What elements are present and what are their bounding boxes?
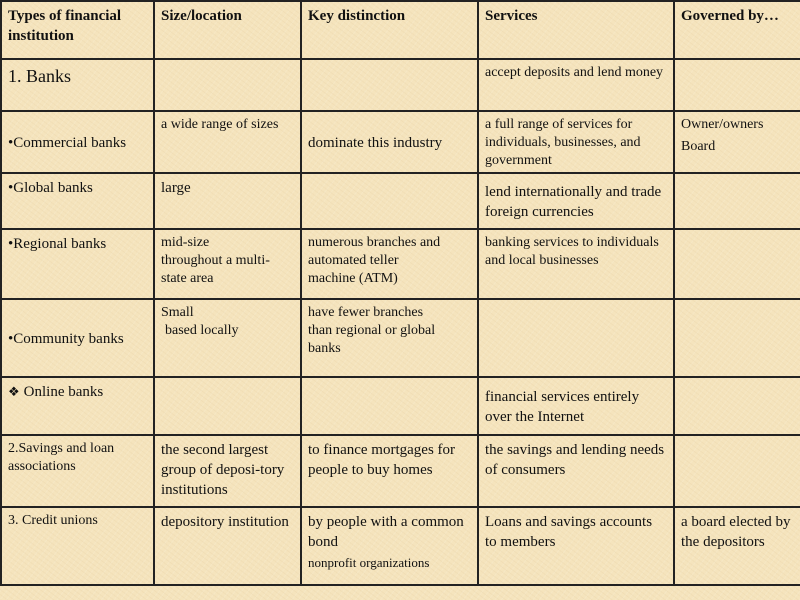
cell-credit-services: Loans and savings accounts to members: [478, 507, 674, 585]
cell-credit-governed: a board elected by the depositors: [674, 507, 800, 585]
cell-global-key: [301, 173, 478, 229]
cell-savings-size: the second largest group of deposi-tory institutions: [154, 435, 301, 507]
cell-online-key: [301, 377, 478, 435]
cell-savings-governed: [674, 435, 800, 507]
table-row-global: [1, 173, 800, 229]
regional-key-atm: machine (ATM): [308, 271, 398, 286]
header-governed-by: Governed by…: [674, 1, 800, 59]
cell-savings-key: to finance mortgages for people to buy homes: [301, 435, 478, 507]
regional-key-branches: numerous branches and automated teller: [308, 235, 441, 268]
header-key-distinction: Key distinction: [301, 1, 478, 59]
cell-community-key: [301, 299, 478, 377]
community-size-local: based locally: [165, 323, 239, 338]
cell-banks-size: [154, 59, 301, 111]
community-size-small: Small: [161, 305, 194, 320]
table-row-savings: [1, 435, 800, 507]
cell-credit-type: 3. Credit unions: [1, 507, 154, 585]
cell-banks-type: 1. Banks: [1, 59, 154, 111]
header-size: Size/location: [154, 1, 301, 59]
commercial-governed-owner: Owner/owners: [681, 117, 764, 132]
community-key-compare: than regional or global banks: [308, 323, 436, 356]
table-row-community: [1, 299, 800, 377]
table-row-commercial: [1, 111, 800, 173]
cell-community-services: [478, 299, 674, 377]
credit-key-bond: by people with a common bond: [308, 514, 464, 550]
cell-commercial-key: dominate this industry: [301, 111, 478, 173]
header-services: Services: [478, 1, 674, 59]
cell-online-services: financial services entirely over the Internet: [478, 377, 674, 435]
regional-size-main: mid-size: [161, 235, 210, 250]
community-key-branches: have fewer branches: [308, 305, 424, 320]
table-row-credit: [1, 507, 800, 585]
cell-online-size: [154, 377, 301, 435]
cell-regional-key: [301, 229, 478, 299]
table-row-banks: [1, 59, 800, 111]
cell-banks-key: [301, 59, 478, 111]
cell-regional-governed: [674, 229, 800, 299]
cell-global-governed: [674, 173, 800, 229]
diamond-bullet-icon: ❖: [8, 385, 20, 400]
cell-regional-services: banking services to individuals and local businesses: [478, 229, 674, 299]
cell-online-governed: [674, 377, 800, 435]
regional-size-area: throughout a multi-state area: [161, 253, 270, 286]
cell-community-type: •Community banks: [1, 299, 154, 377]
cell-commercial-type: •Commercial banks: [1, 111, 154, 173]
cell-banks-governed: [674, 59, 800, 111]
cell-community-size: [154, 299, 301, 377]
cell-commercial-services: a full range of services for individuals, businesses, and government: [478, 111, 674, 173]
credit-key-nonprofit: nonprofit organizations: [308, 555, 430, 570]
cell-online-type: [1, 377, 154, 435]
commercial-governed-board: Board: [681, 139, 716, 154]
cell-community-governed: [674, 299, 800, 377]
cell-global-size: large: [154, 173, 301, 229]
header-type: Types of financial institution: [1, 1, 154, 59]
cell-credit-size: depository institution: [154, 507, 301, 585]
cell-credit-key: [301, 507, 478, 585]
online-type-label: Online banks: [23, 384, 104, 400]
cell-global-services: lend internationally and trade foreign currencies: [478, 173, 674, 229]
cell-global-type: •Global banks: [1, 173, 154, 229]
header-row: [1, 1, 800, 59]
table-row-online: [1, 377, 800, 435]
cell-commercial-size: a wide range of sizes: [154, 111, 301, 173]
table-row-regional: [1, 229, 800, 299]
cell-regional-size: [154, 229, 301, 299]
cell-commercial-governed: [674, 111, 800, 173]
cell-savings-type: 2.Savings and loan associations: [1, 435, 154, 507]
cell-savings-services: the savings and lending needs of consumers: [478, 435, 674, 507]
cell-banks-services: accept deposits and lend money: [478, 59, 674, 111]
cell-regional-type: •Regional banks: [1, 229, 154, 299]
